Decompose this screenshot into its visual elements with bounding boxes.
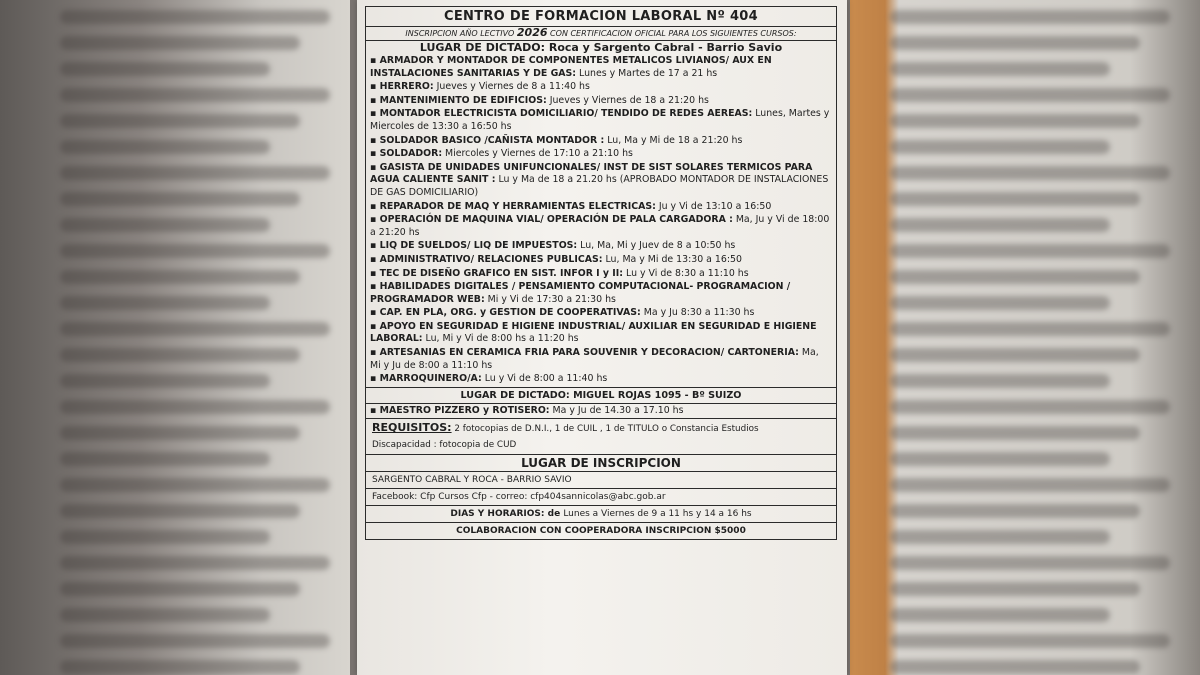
course-list-sheet	[365, 6, 837, 540]
course-schedule: Lu y Vi de 8:30 a 11:10 hs	[623, 267, 749, 279]
course-list	[370, 55, 832, 386]
location-header-1: LUGAR DE DICTADO: Roca y Sargento Cabral - Barrio Savio	[419, 41, 783, 54]
blurred-text-line	[60, 88, 330, 102]
center-title: CENTRO DE FORMACION LABORAL Nº 404	[366, 7, 836, 27]
location-header-2: LUGAR DE DICTADO: MIGUEL ROJAS 1095 - Bº SUIZO	[460, 389, 742, 401]
requisitos-label: REQUISITOS:	[372, 421, 452, 435]
blurred-text-line	[890, 36, 1140, 50]
course-item	[370, 162, 832, 200]
course-item	[370, 55, 832, 80]
blurred-text-line	[60, 400, 330, 414]
blurred-text-line	[890, 244, 1170, 258]
dias-horarios	[366, 506, 836, 523]
blurred-text-line	[890, 582, 1140, 596]
blurred-text-line	[60, 530, 270, 544]
blurred-text-line	[60, 608, 270, 622]
blurred-text-line	[60, 192, 300, 206]
course-name: ▪ HABILIDADES DIGITALES / PENSAMIENTO COMPUTACIONAL- PROGRAMACION / PROGRAMADOR WEB:	[370, 281, 791, 305]
course-schedule: Lu y Vi de 8:00 a 11:40 hs	[481, 373, 608, 385]
blurred-text-line	[60, 114, 300, 128]
inscripcion-contact: Facebook: Cfp Cursos Cfp - correo: cfp404sannicolas@abc.gob.ar	[366, 489, 836, 506]
course-name: ▪ OPERACIÓN DE MAQUINA VIAL/ OPERACIÓN DE PALA CARGADORA :	[370, 214, 733, 226]
blurred-text-line	[890, 556, 1170, 570]
blurred-text-line	[890, 88, 1170, 102]
blurred-background-right	[850, 0, 1200, 675]
blurred-text-line	[60, 374, 270, 388]
course-item	[370, 281, 832, 306]
blurred-text-line	[60, 322, 330, 336]
course-item	[370, 373, 832, 386]
course-item	[370, 108, 832, 133]
course-name: ▪ REPARADOR DE MAQ Y HERRAMIENTAS ELECTRICAS:	[370, 200, 656, 212]
flyer-paper	[357, 0, 847, 675]
dias-text: Lunes a Viernes de 9 a 11 hs y 14 a 16 hs	[563, 509, 752, 520]
course-schedule: Ma, Mi y Ju de 8:00 a 11:10 hs	[370, 347, 819, 371]
inscripcion-title: LUGAR DE INSCRIPCION	[366, 455, 836, 472]
blurred-text-line	[60, 166, 330, 180]
course-item	[370, 95, 832, 108]
course-item	[370, 214, 832, 239]
course-name: ▪ MONTADOR ELECTRICISTA DOMICILIARIO/ TENDIDO DE REDES AEREAS:	[370, 108, 753, 120]
course-schedule: Lunes y Martes de 17 a 21 hs	[576, 67, 718, 79]
blurred-text-line	[60, 426, 300, 440]
enrollment-subtitle: INSCRIPCION AÑO LECTIVO 2026 CON CERTIFICACION OFICIAL PARA LOS SIGUIENTES CURSOS:	[366, 27, 836, 41]
blurred-text-line	[60, 660, 300, 674]
course-schedule: Lu, Ma y Mi de 18 a 21:20 hs	[604, 134, 743, 146]
course-name: ▪ MARROQUINERO/A:	[370, 373, 482, 385]
blurred-text-line	[890, 426, 1140, 440]
blurred-text-line	[60, 504, 300, 518]
course-name: ▪ APOYO EN SEGURIDAD E HIGIENE INDUSTRIAL/ AUXILIAR EN SEGURIDAD E HIGIENE LABORAL:	[370, 320, 817, 345]
blurred-text-line	[60, 478, 330, 492]
blurred-text-line	[60, 62, 270, 76]
enrollment-year: 2026	[516, 26, 548, 39]
course-schedule: Lu, Ma, Mi y Juev de 8 a 10:50 hs	[577, 240, 736, 252]
course-name: ▪ SOLDADOR:	[370, 148, 443, 160]
blurred-text-line	[60, 582, 300, 596]
blurred-text-line	[60, 556, 330, 570]
blurred-text-line	[890, 452, 1110, 466]
blurred-text-line	[890, 530, 1110, 544]
blurred-background-left	[0, 0, 350, 675]
blurred-text-line	[60, 634, 330, 648]
blurred-text-line	[890, 348, 1140, 362]
course-name: ▪ SOLDADOR BASICO /CAÑISTA MONTADOR :	[370, 134, 605, 146]
course-schedule: Lunes, Martes y Miercoles de 13:30 a 16:50 hs	[370, 108, 830, 132]
blurred-text-line	[890, 660, 1140, 674]
course-name: ▪ ARTESANIAS EN CERAMICA FRIA PARA SOUVENIR Y DECORACION/ CARTONERIA:	[370, 347, 799, 359]
blurred-text-line	[60, 218, 270, 232]
course-item	[370, 201, 832, 214]
course-schedule: Miercoles y Viernes de 17:10 a 21:10 hs	[442, 148, 633, 160]
course-name: ▪ GASISTA DE UNIDADES UNIFUNCIONALES/ INST DE SIST SOLARES TERMICOS PARA AGUA CALIENTE SANIT :	[370, 161, 813, 186]
location-2-block	[366, 388, 836, 404]
course-item	[370, 240, 832, 253]
courses-block-2	[366, 405, 836, 420]
course-schedule: Ma, Ju y Vi de 18:00 a 21:20 hs	[370, 214, 830, 238]
blurred-text-line	[60, 270, 300, 284]
blurred-text-line	[60, 10, 330, 24]
course-name: ▪ MANTENIMIENTO DE EDIFICIOS:	[370, 94, 547, 106]
course-item	[370, 81, 832, 94]
blurred-text-line	[890, 504, 1140, 518]
course-schedule: Jueves y Viernes de 8 a 11:40 hs	[433, 81, 590, 93]
course-item	[370, 347, 832, 372]
course-name: ▪ ADMINISTRATIVO/ RELACIONES PUBLICAS:	[370, 253, 603, 265]
course-schedule: Ju y Vi de 13:10 a 16:50	[655, 200, 772, 212]
colaboracion: COLABORACION CON COOPERADORA INSCRIPCION $5000	[456, 526, 746, 537]
blurred-text-line	[890, 192, 1140, 206]
blurred-text-line	[60, 348, 300, 362]
dias-label: DIAS Y HORARIOS: de	[450, 509, 564, 520]
inscripcion-address: SARGENTO CABRAL Y ROCA - BARRIO SAVIO	[366, 472, 836, 489]
blurred-text-line	[890, 166, 1170, 180]
blurred-text-line	[890, 270, 1140, 284]
blurred-text-line	[890, 218, 1110, 232]
course-schedule: Ma y Ju 8:30 a 11:30 hs	[640, 307, 755, 319]
blurred-text-line	[890, 374, 1110, 388]
blurred-text-line	[60, 36, 300, 50]
discapacidad-text: Discapacidad : fotocopia de CUD	[372, 440, 517, 451]
blurred-text-line	[890, 478, 1170, 492]
blurred-text-line	[890, 62, 1110, 76]
blurred-text-line	[890, 114, 1140, 128]
course-schedule: Lu, Mi y Vi de 8:00 hs a 11:20 hs	[422, 333, 579, 345]
course-name: ▪ ARMADOR Y MONTADOR DE COMPONENTES METALICOS LIVIANOS/ AUX EN INSTALACIONES SANITARIAS Y DE GAS:	[370, 55, 772, 79]
course-name: ▪ TEC DE DISEÑO GRAFICO EN SIST. INFOR I y II:	[370, 267, 624, 279]
blurred-text-line	[60, 140, 270, 154]
course-name: ▪ HERRERO:	[370, 81, 434, 93]
course-schedule: Jueves y Viernes de 18 a 21:20 hs	[546, 94, 709, 106]
course-item	[370, 254, 832, 267]
course-schedule: Lu y Ma de 18 a 21.20 hs (APROBADO MONTADOR DE INSTALACIONES DE GAS DOMICILIARIO)	[370, 174, 829, 198]
course-name: ▪ LIQ DE SUELDOS/ LIQ DE IMPUESTOS:	[370, 240, 578, 252]
course-name: ▪ CAP. EN PLA, ORG. y GESTION DE COOPERATIVAS:	[370, 307, 641, 319]
blurred-text-line	[890, 322, 1170, 336]
requisitos-block	[366, 419, 836, 455]
course-item: ▪ MAESTRO PIZZERO y ROTISERO: Ma y Ju de 14.30 a 17.10 hs	[370, 404, 684, 416]
course-item	[370, 135, 832, 148]
course-schedule: Lu, Ma y Mi de 13:30 a 16:50	[602, 253, 742, 265]
blurred-text-line	[60, 452, 270, 466]
blurred-text-line	[890, 296, 1110, 310]
courses-block-1	[366, 41, 836, 388]
course-item	[370, 148, 832, 161]
blurred-text-line	[60, 296, 270, 310]
blurred-text-line	[890, 608, 1110, 622]
blurred-text-line	[890, 400, 1170, 414]
blurred-text-line	[890, 634, 1170, 648]
course-item	[370, 268, 832, 281]
course-item	[370, 307, 832, 320]
course-item	[370, 321, 832, 346]
blurred-text-line	[890, 10, 1170, 24]
course-schedule: Mi y Vi de 17:30 a 21:30 hs	[484, 293, 616, 305]
blurred-text-line	[890, 140, 1110, 154]
requisitos-text: 2 fotocopias de D.N.I., 1 de CUIL , 1 de TITULO o Constancia Estudios	[451, 424, 759, 435]
blurred-text-line	[60, 244, 330, 258]
